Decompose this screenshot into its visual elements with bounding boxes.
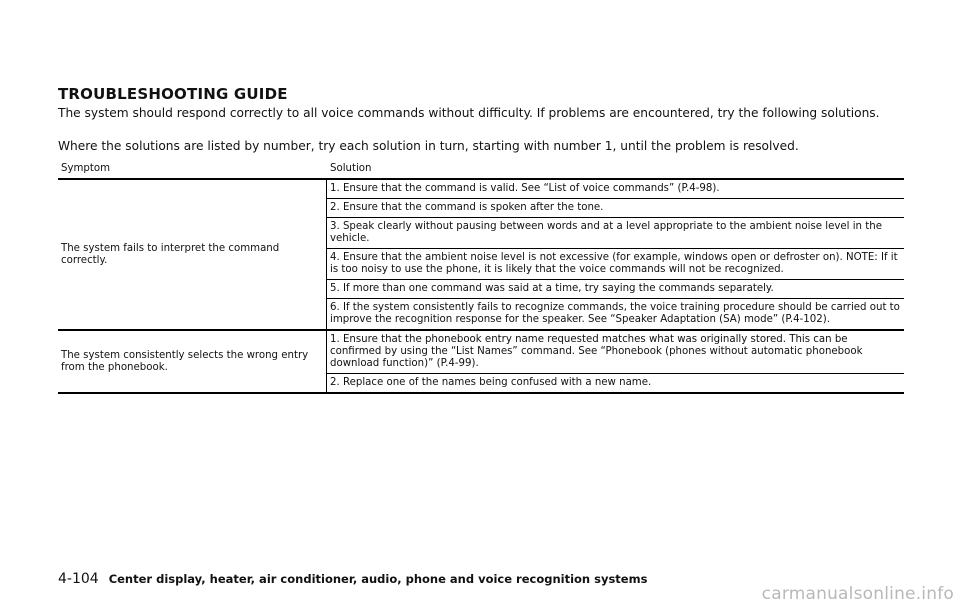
table-header-row — [58, 160, 904, 179]
watermark: carmanualsonline.info — [761, 584, 954, 604]
troubleshooting-table — [58, 160, 904, 394]
manual-page — [58, 0, 904, 611]
table-row — [58, 330, 904, 374]
solution-cell: 4. Ensure that the ambient noise level is not excessive (for example, windows open or defroster on). NOTE: If it is too noisy to use the phone, it is likely that the voice commands will not be recognized. — [327, 249, 905, 280]
symptom-cell: The system fails to interpret the command correctly. — [58, 179, 327, 330]
solution-cell: 6. If the system consistently fails to recognize commands, the voice training procedure should be carried out to improve the recognition response for the speaker. See “Speaker Adaptation (SA) mode” (P.4-102). — [327, 299, 905, 331]
chapter-title: Center display, heater, air conditioner, audio, phone and voice recognition systems — [108, 572, 648, 586]
solution-cell: 1. Ensure that the phonebook entry name requested matches what was originally stored. This can be confirmed by using the “List Names” command. See “Phonebook (phones without automatic phonebook download function)” (P.4-99). — [327, 330, 905, 374]
symptom-cell: The system consistently selects the wrong entry from the phonebook. — [58, 330, 327, 393]
page-number: 4-104 — [58, 571, 99, 587]
table-row — [58, 179, 904, 199]
solution-cell: 3. Speak clearly without pausing between words and at a level appropriate to the ambient noise level in the vehicle. — [327, 218, 905, 249]
solution-cell: 5. If more than one command was said at a time, try saying the commands separately. — [327, 280, 905, 299]
page-footer — [58, 571, 647, 587]
intro-paragraph: The system should respond correctly to all voice commands without difficulty. If problems are encountered, try the following solutions. — [58, 106, 880, 120]
symptom-column-header: Symptom — [58, 160, 327, 179]
solution-column-header: Solution — [327, 160, 905, 179]
solution-cell: 2. Replace one of the names being confused with a new name. — [327, 374, 905, 394]
section-title: TROUBLESHOOTING GUIDE — [58, 85, 288, 103]
instruction-paragraph: Where the solutions are listed by number, try each solution in turn, starting with number 1, until the problem is resolved. — [58, 139, 799, 153]
solution-cell: 1. Ensure that the command is valid. See “List of voice commands” (P.4-98). — [327, 179, 905, 199]
solution-cell: 2. Ensure that the command is spoken after the tone. — [327, 199, 905, 218]
